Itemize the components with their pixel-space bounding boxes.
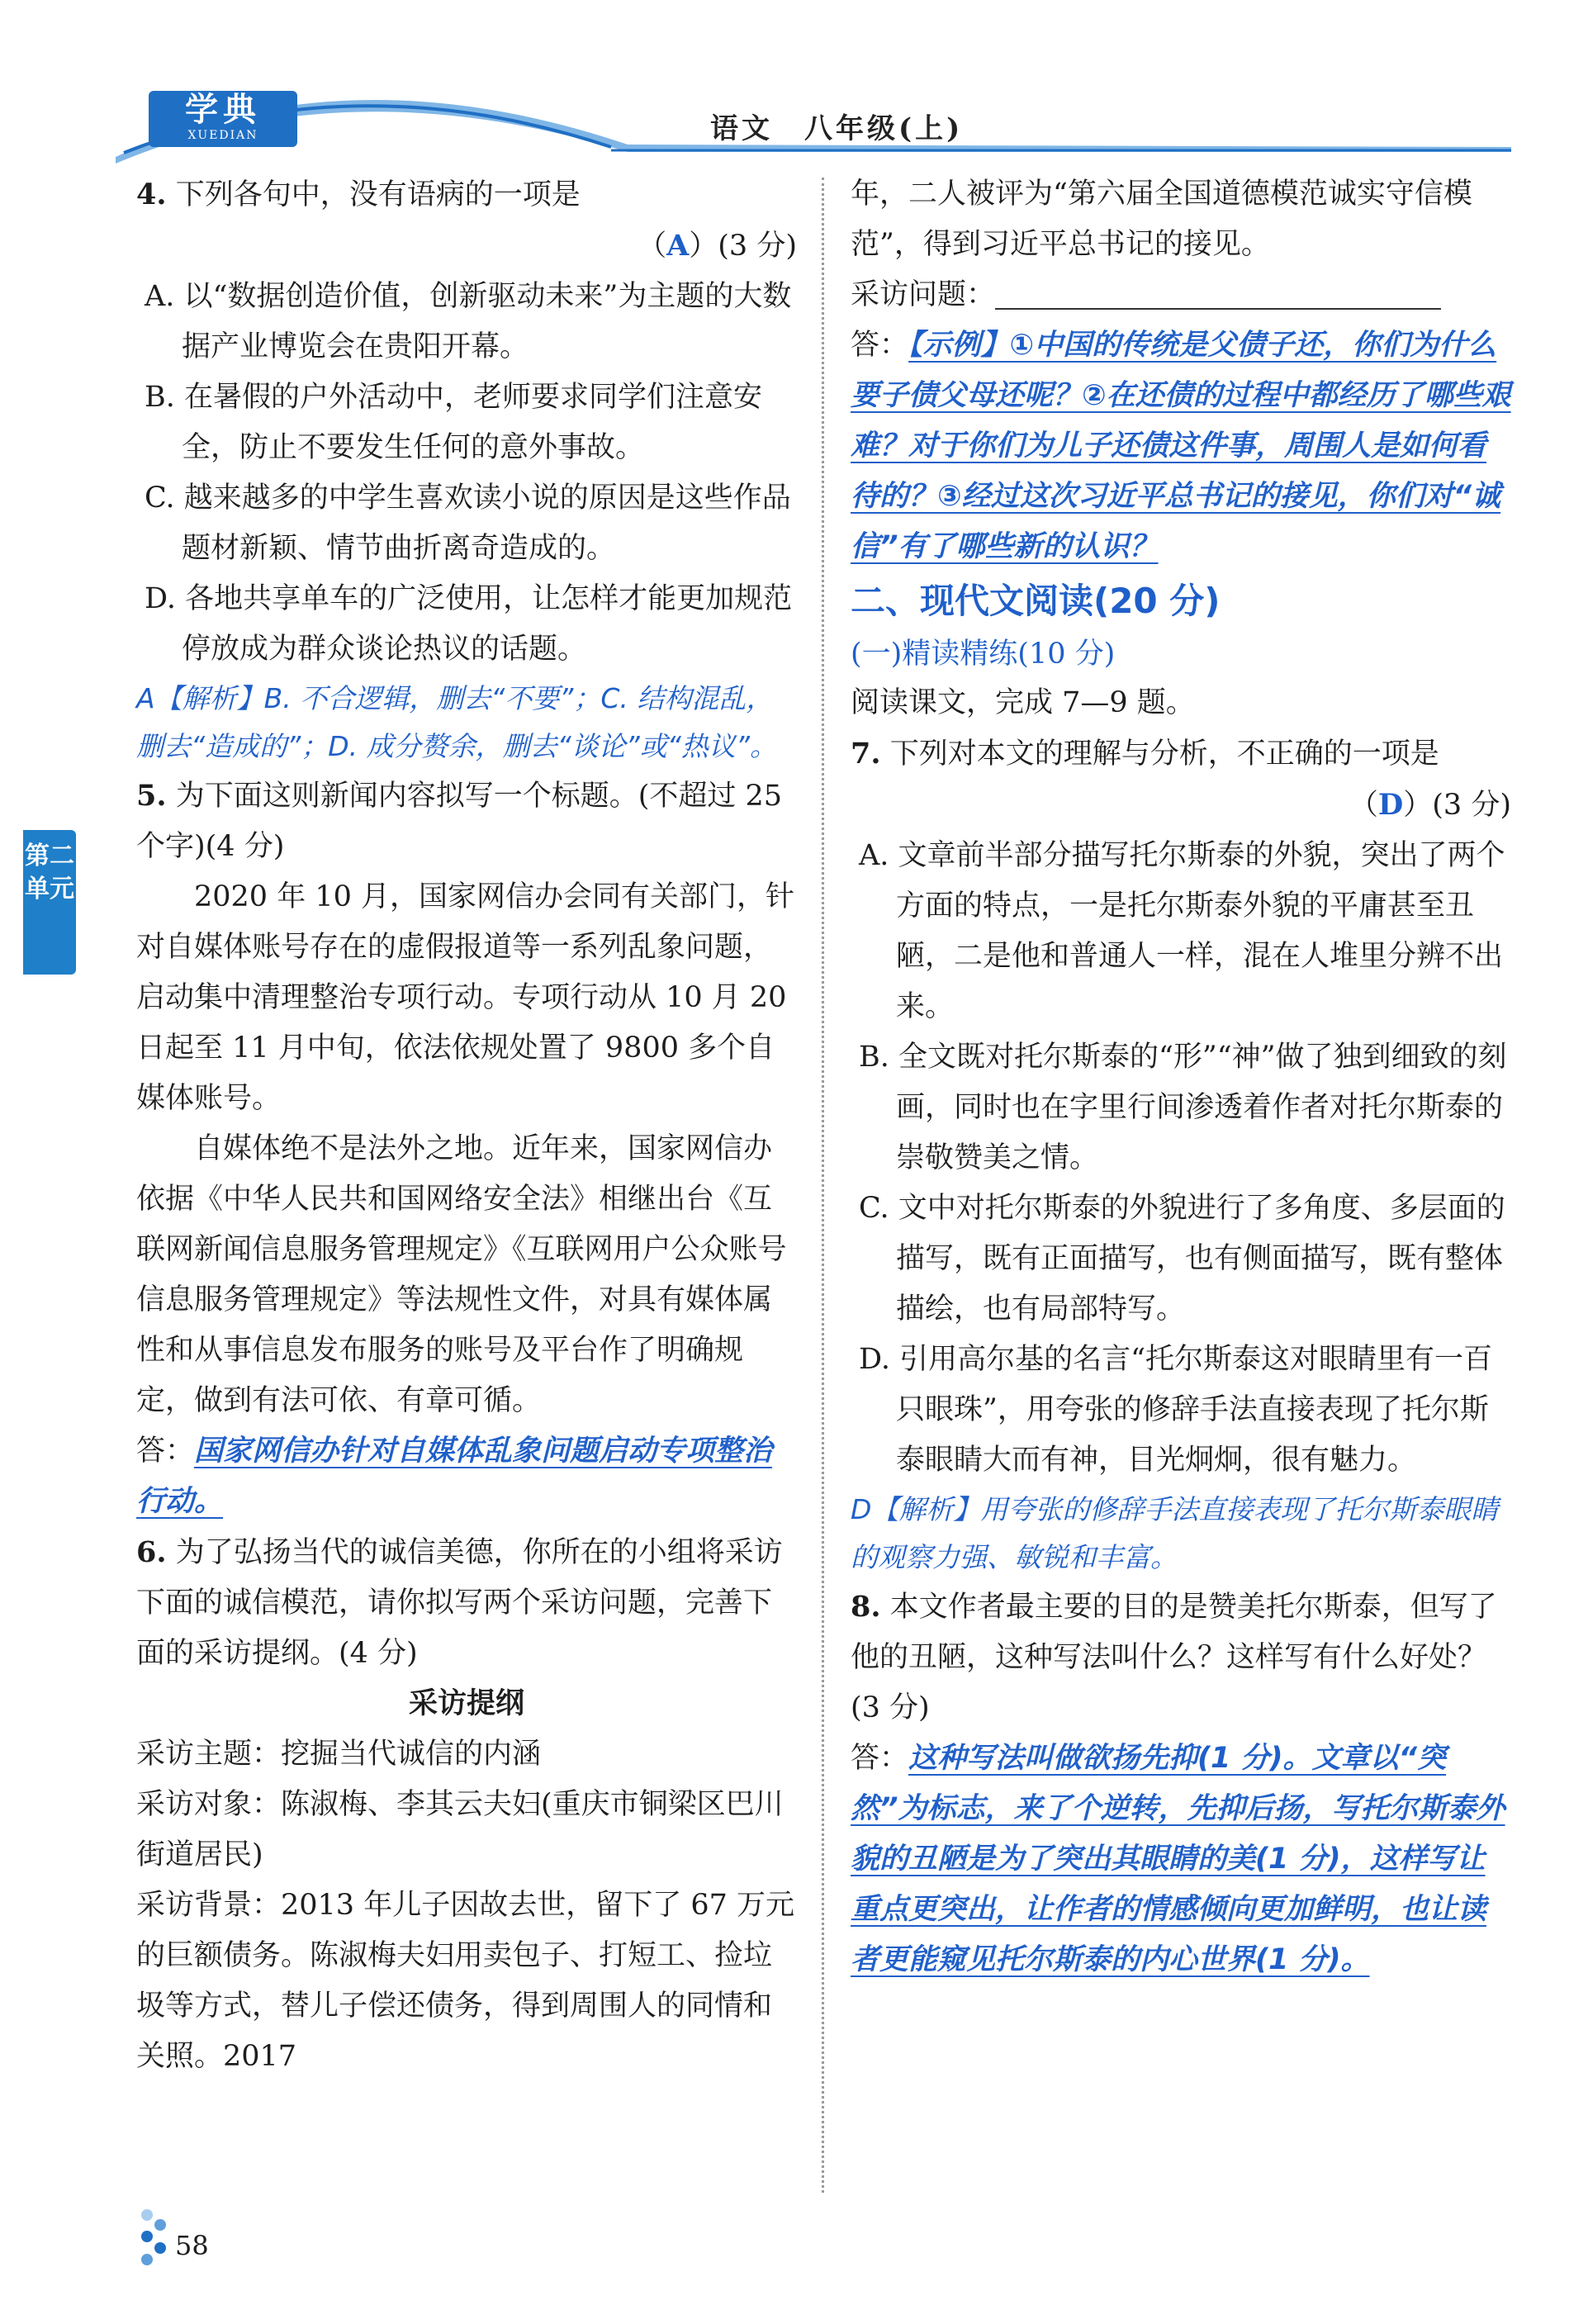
question-5-stem xyxy=(136,771,797,872)
answer-choice: D xyxy=(1377,788,1404,822)
option-a: A. 以“数据创造价值，创新驱动未来”为主题的大数据产业博览会在贵阳开幕。 xyxy=(145,280,792,363)
interview-background: 采访背景：2013 年儿子因故去世，留下了 67 万元的巨额债务。陈淑梅夫妇用卖包子、打短工、捡垃圾等方式，替儿子偿还债务，得到周围人的同情和关照。2017 xyxy=(136,1889,794,2073)
answer-text: 国家网信办针对自媒体乱象问题启动专项整治行动。 xyxy=(136,1435,773,1518)
answer-score: ）(3 分) xyxy=(1403,789,1511,822)
outline-title: 采访提纲 xyxy=(408,1687,524,1720)
question-7-stem xyxy=(851,728,1511,780)
option-b: B. 在暑假的户外活动中，老师要求同学们注意安全，防止不要发生任何的意外事故。 xyxy=(145,381,762,464)
answer-label: 答： xyxy=(851,329,909,362)
left-column xyxy=(136,169,797,2082)
unit-side-tab: 第二单元 xyxy=(23,830,76,975)
section-title: 二、现代文阅读(20 分) xyxy=(851,581,1221,621)
option-b: B. 全文既对托尔斯泰的“形”“神”做了独到细致的刻画，同时也在字里行间渗透着作者对托尔斯泰的崇敬赞美之情。 xyxy=(859,1041,1507,1174)
option-d: D. 引用高尔基的名言“托尔斯泰这对眼睛里有一百只眼珠”，用夸张的修辞手法直接表现了托尔斯泰眼睛大而有神，目光炯炯，很有魅力。 xyxy=(859,1343,1492,1477)
interview-background-continued: 年，二人被评为“第六届全国道德模范诚实守信模范”，得到习近平总书记的接见。 xyxy=(851,178,1472,261)
answer-text: 【示例】①中国的传统是父债子还，你们为什么要子债父母还呢？②在还债的过程中都经历了哪些艰难？对于你们为儿子还债这件事，周围人是如何看待的？③经过这次习近平总书记的接见，你们对“诚信”有了哪些新的认识？ xyxy=(851,329,1511,563)
answer-label: 答： xyxy=(851,1742,909,1775)
question-6-answer xyxy=(851,320,1511,572)
question-4-answer-line xyxy=(136,221,797,272)
logo-subtext: XUEDIAN xyxy=(187,129,258,142)
interview-theme: 采访主题：挖掘当代诚信的内涵 xyxy=(136,1738,542,1771)
question-number: 6. xyxy=(136,1535,167,1569)
answer-label: 答： xyxy=(136,1435,195,1468)
question-4-analysis: A【解析】B. 不合逻辑，删去“不要”；C. 结构混乱，删去“造成的”；D. 成分赘余，删去“谈论”或“热议”。 xyxy=(136,682,777,762)
question-4-stem xyxy=(136,169,797,221)
question-number: 8. xyxy=(851,1590,881,1624)
logo-text: 学典 xyxy=(185,90,261,129)
question-5-answer xyxy=(136,1426,797,1527)
sub-section-title: (一)精读精练(10 分) xyxy=(851,638,1116,671)
answer-bracket-open: （ xyxy=(638,230,667,263)
interview-question-line xyxy=(851,270,1511,320)
column-divider xyxy=(822,178,824,2193)
question-text: 为下面这则新闻内容拟写一个标题。(不超过 25 个字)(4 分) xyxy=(136,780,783,863)
interview-target: 采访对象：陈淑梅、李其云夫妇(重庆市铜梁区巴川街道居民) xyxy=(136,1788,784,1871)
option-a: A. 文章前半部分描写托尔斯泰的外貌，突出了两个方面的特点，一是托尔斯泰外貌的平庸甚至丑陋，二是他和普通人一样，混在人堆里分辨不出来。 xyxy=(859,839,1505,1023)
answer-choice: A xyxy=(666,229,690,263)
question-7-answer-line xyxy=(851,780,1511,831)
brand-logo xyxy=(149,91,297,147)
question-text: 下列对本文的理解与分析，不正确的一项是 xyxy=(889,738,1439,771)
question-8-stem xyxy=(851,1582,1511,1734)
question-text: 下列各句中，没有语病的一项是 xyxy=(175,178,581,211)
question-label: 采访问题： xyxy=(851,278,996,311)
question-8-answer xyxy=(851,1734,1511,1985)
question-number: 4. xyxy=(136,178,167,211)
question-7-analysis: D【解析】用夸张的修辞手法直接表现了托尔斯泰眼睛的观察力强、敏锐和丰富。 xyxy=(851,1493,1499,1573)
page-header xyxy=(0,0,1588,165)
question-text: 本文作者最主要的目的是赞美托尔斯泰，但写了他的丑陋，这种写法叫什么？这样写有什么好处？(3 分) xyxy=(851,1591,1497,1724)
right-column xyxy=(851,169,1511,1985)
book-title: 语文 八年级(上) xyxy=(710,112,964,145)
answer-text: 这种写法叫做欲扬先抑(1 分)。文章以“突然”为标志，来了个逆转，先抑后扬，写托尔斯泰外貌的丑陋是为了突出其眼睛的美(1 分)，这样写让重点更突出，让作者的情感倾向更加鲜明，也让读者更能窥见托尔斯泰的内心世界(1 分)。 xyxy=(851,1742,1505,1976)
question-6-stem xyxy=(136,1527,797,1679)
news-paragraph-2: 自媒体绝不是法外之地。近年来，国家网信办依据《中华人民共和国网络安全法》相继出台《互联网新闻信息服务管理规定》《互联网用户公众账号信息服务管理规定》等法规性文件，对具有媒体属性和从事信息发布服务的账号及平台作了明确规定，做到有法可依、有章可循。 xyxy=(136,1132,787,1417)
question-text: 为了弘扬当代的诚信美德，你所在的小组将采访下面的诚信模范，请你拟写两个采访问题，完善下面的采访提纲。(4 分) xyxy=(136,1536,783,1670)
answer-score: ）(3 分) xyxy=(689,230,797,263)
question-number: 5. xyxy=(136,779,167,813)
option-c: C. 文中对托尔斯泰的外貌进行了多角度、多层面的描写，既有正面描写，也有侧面描写，既有整体描绘，也有局部特写。 xyxy=(859,1192,1505,1326)
option-d: D. 各地共享单车的广泛使用，让怎样才能更加规范停放成为群众谈论热议的话题。 xyxy=(145,582,793,666)
answer-blank xyxy=(995,283,1441,310)
question-number: 7. xyxy=(851,737,881,771)
news-paragraph-1: 2020 年 10 月，国家网信办会同有关部门，针对自媒体账号存在的虚假报道等一系列乱象问题，启动集中清理整治专项行动。专项行动从 10 月 20 日起至 11 月中旬，依法依规处置了 9800 多个自媒体账号。 xyxy=(136,880,794,1115)
answer-bracket-open: （ xyxy=(1349,789,1378,822)
page-number: 58 xyxy=(175,2230,209,2261)
reading-instruction: 阅读课文，完成 7—9 题。 xyxy=(851,686,1195,719)
option-c: C. 越来越多的中学生喜欢读小说的原因是这些作品题材新颖、情节曲折离奇造成的。 xyxy=(145,481,791,565)
